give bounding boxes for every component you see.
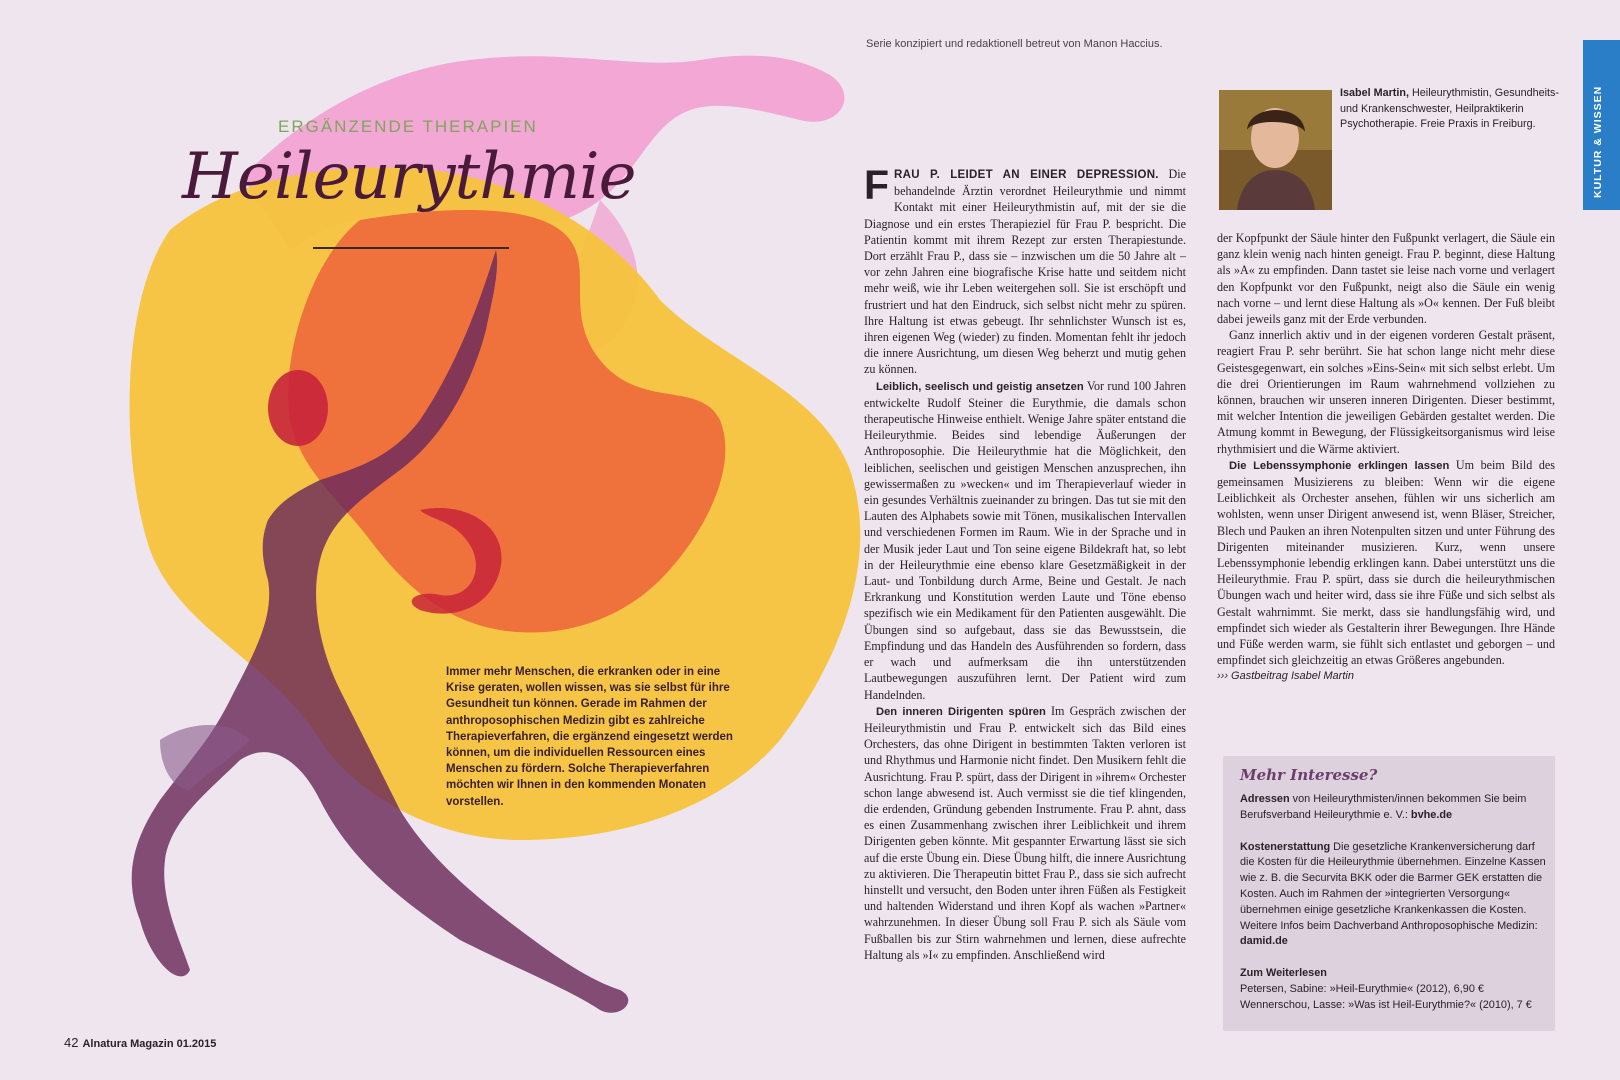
info-text: von Heileurythmisten/innen bekommen Sie beim Berufsverband Heileurythmie e. V.:: [1240, 793, 1527, 821]
subheading: Leiblich, seelisch und geistig ansetzen: [876, 380, 1084, 393]
article-paragraph: Um beim Bild des gemeinsamen Musizierens zu bleiben: Wenn wir die eigene Leiblichkeit als Orchester ansehen, fühlen wir uns sicherlich am wohlsten, wenn unser Dirigent anwesend ist, wenn Bläser, Streicher, Blech und Pauken an ihren Notenpulten sitzen und unter Führung des Dirigenten miteinander musizieren. Kurz, wenn unsere Lebenssymphonie lebendig erklingen kann. Dabei unterstützt uns die Heileurythmie. Frau P. spürt, dass sie durch die heileurythmischen Übungen wach und heiter wird, dass sie ihre Füße und sich selbst als Gestalt wahrnimmt. Sie merkt, dass sie handlungsfähig wird, und empfindet sich wieder als Gestalterin ihrer Bewegungen. Ihre Hände und Füße werden warm, sie fühlt sich entlastet und geborgen – und empfindet sich gleichzeitig an etwas Größeres angebunden.: [1217, 457, 1555, 668]
author-info: [1340, 86, 1570, 133]
section-tab-label: KULTUR & WISSEN: [1592, 85, 1604, 198]
article-column-2: [1217, 230, 1555, 685]
byline: ››› Gastbeitrag Isabel Martin: [1217, 670, 1354, 683]
article-paragraph: der Kopfpunkt der Säule hinter den Fußpunkt verlagert, die Säule ein ganz klein wenig nach hinten geneigt. Frau P. beginnt, diese Haltung als »A« zu empfinden. Dann tastet sie leise nach vorne und verlagert den Kopfpunkt vor den Fußpunkt, neigt also die Säule ein wenig nach vorne – und lernt diese Haltung als »O« kennen. Der Fuß bleibt dabei jeweils ganz mit der Erde verbunden.: [1217, 231, 1555, 327]
reading-item: Petersen, Sabine: »Heil-Eurythmie« (2012), 6,90 €: [1240, 982, 1484, 995]
article-paragraph: Die behandelnde Ärztin verordnet Heileurythmie und nimmt Kontakt mit einer Heileurythmistin auf, mit der sie die Diagnose und ein erstes Therapieziel für Frau P. bespricht. Die Patientin kommt mit ihrem Rezept zur ersten Therapiestunde. Dort erzählt Frau P., dass sie – inzwischen um die 50 Jahre alt – vor zehn Jahren eine biografische Krise hatte und seitdem nicht mehr weiß, wie ihr Leben weitergehen soll. Sie ist erschöpft und frustriert und hat den Eindruck, sich selbst nicht mehr zu spüren. Ihre Haltung ist etwas gebeugt. Ihr sehnlichster Wunsch ist es, ihren eigenen Weg (wieder) zu finden. Momentan fehlt ihr jedoch die innere Ausrichtung, um diesen Weg beherzt und mutig gehen zu können.: [864, 167, 1186, 377]
article-paragraph: Vor rund 100 Jahren entwickelte Rudolf Steiner die Eurythmie, die damals schon therapeutische Hinweise enthielt. Wenige Jahre später entstand die Heileurythmie. Beides sind lebendige Äußerungen der Anthroposophie. Die Heileurythmie hat die Möglichkeit, den leiblichen, seelischen und geistigen Menschen anzusprechen, ihn gewissermaßen zu »wecken« und im Therapieverlauf wieder in ein gesundes Verhältnis zueinander zu bringen. Das tut sie mit den Lauten des Alphabets sowie mit Tönen, musikalischen Intervallen und verschiedenen Formen im Raum. Wie in der Sprache und in der Musik jeder Laut und Ton seine eigene Bildekraft hat, so lebt in der Heileurythmie eine ebenso klare Gesetzmäßigkeit in der Laut- und Tonbildung durch Arme, Beine und Gestalt. Je nach Erkrankung und Konstitution werden Laute und Töne ebenso spezifisch wie ein Medikament für den Patienten ausgewählt. Die Übungen sind so aufgebaut, dass sie das Bewusstsein, die Empfindung und das Handeln des Ausführenden so fordern, dass er wach und aufmerksam die ihn unterstützenden Lautbewegungen auszuführen lernt. Der Patient wird zum Handelnden.: [864, 378, 1186, 702]
page-number: 42: [64, 1035, 79, 1050]
drop-cap: F: [864, 162, 890, 208]
info-text: Die gesetzliche Krankenversicherung darf die Kosten für die Heileurythmie übernehmen. Einzelne Kassen wie z. B. die Securvita BKK oder die Barmer GEK erstatten die Kosten. Auch im Rahmen der »integrierten Versorgung« übernehmen einige gesetzliche Krankenkassen die Kosten. Weitere Infos beim Dachverband Anthroposophische Medizin:: [1240, 840, 1546, 932]
series-note: Serie konzipiert und redaktionell betreut von Manon Haccius.: [866, 38, 1163, 50]
info-label: Kostenerstattung: [1240, 840, 1331, 853]
article-column-1: [864, 162, 1186, 963]
reading-item: Wennerschou, Lasse: »Was ist Heil-Eurythmie?« (2010), 7 €: [1240, 998, 1532, 1011]
lead-paragraph: Immer mehr Menschen, die erkranken oder in eine Krise geraten, wollen wissen, was sie selbst für ihre Gesundheit tun können. Gerade im Rahmen der anthroposophischen Medizin gibt es zahlreiche Therapieverfahren, die ergänzend eingesetzt werden können, um die individuellen Ressourcen eines Menschen zu fördern. Solche Therapieverfahren möchten wir Ihnen in den kommenden Monaten vorstellen.: [446, 666, 733, 808]
subheading: Die Lebenssymphonie erklingen lassen: [1229, 459, 1450, 472]
author-photo: [1219, 90, 1332, 210]
info-label: Adressen: [1240, 793, 1290, 805]
author-name: Isabel Martin,: [1340, 87, 1409, 99]
damid-link[interactable]: damid.de: [1240, 935, 1288, 948]
magazine-issue: Alnatura Magazin 01.2015: [82, 1038, 217, 1050]
info-box-title: Mehr Interesse?: [1240, 766, 1378, 784]
article-paragraph: Ganz innerlich aktiv und in der eigenen vorderen Gestalt präsent, reagiert Frau P. sehr berührt. Sie hat schon lange nicht mehr diese Geistesgegenwart, ein solches »Eins-Sein« mit sich selbst erlebt. Um die drei Orientierungen im Raum wahrnehmend vollziehen zu können, brauchen wir unseren inneren Dirigenten. Dieser bestimmt, mit welcher Intention die jeweiligen Gebärden gestaltet werden. Die Atmung kommt in Bewegung, der Flüssigkeitsorganismus wird leise rhythmisiert und die Wärme aktiviert.: [1217, 328, 1555, 456]
title-rule: [313, 247, 509, 249]
info-label: Zum Weiterlesen: [1240, 967, 1327, 980]
folio: [64, 1035, 216, 1050]
info-box-body: [1240, 792, 1546, 1014]
article-paragraph: Im Gespräch zwischen der Heileurythmistin und Frau P. entwickelt sich das Bild eines Orchesters, das ohne Dirigent in bestimmten Takten verloren ist und Rhythmus und Harmonie nicht findet. Den Musikern fehlt die Ausrichtung. Frau P. spürt, dass der Dirigent in »ihrem« Orchester schon lange abwesend ist. Auch vermisst sie die tief klingenden, die erdenden, Gründung gebenden Instrumente. Frau P. ahnt, dass es einen Zusammenhang zwischen ihrer Leiblichkeit und ihrem Dirigenten geben könnte. Mit gespannter Erwartung lässt sie sich auf die erste Übung ein. Diese Übung hilft, die innere Ausrichtung zu aktivieren. Die Therapeutin bittet Frau P., dass sie sich aufrecht hinstellt und versucht, den Boden unter ihren Füßen als Festigkeit und haltenden Widerstand und ihren Kopf als wachen »Partner« wahrzunehmen. In dieser Übung soll Frau P. sich als Säule vom Fußballen bis zur Stirn wahrnehmen und lernen, diese aufrechte Haltung als »I« zu empfinden. Anschließend wird: [864, 703, 1186, 962]
author-bio: Heileurythmistin, Gesundheits- und Krankenschwester, Heilpraktikerin Psychotherapie. Freie Praxis in Freiburg.: [1340, 87, 1560, 131]
subheading: Den inneren Dirigenten spüren: [876, 705, 1046, 718]
kicker: ERGÄNZENDE THERAPIEN: [278, 117, 538, 136]
bvhe-link[interactable]: bvhe.de: [1410, 808, 1453, 821]
opening-caps: RAU P. LEIDET AN EINER DEPRESSION.: [894, 169, 1159, 181]
page-title: Heileurythmie: [182, 140, 636, 214]
